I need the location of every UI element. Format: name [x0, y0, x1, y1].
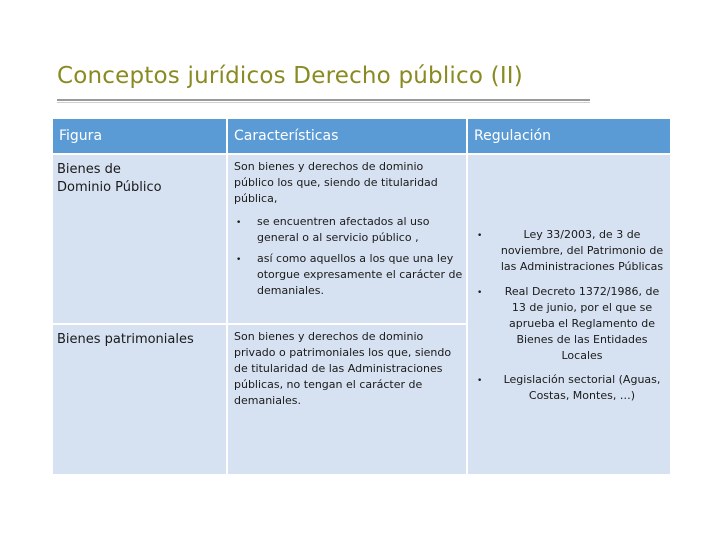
- caracteristicas-patrimoniales-text: Son bienes y derechos de dominio privado o patrimoniales los que, siendo de titularidad de las Administraciones públicas, no tengan el carácter de demaniales.: [234, 330, 452, 407]
- caracteristica-bullet-1: se encuentren afectados al uso general o al servicio público ,: [257, 215, 430, 244]
- figura-patrimoniales-label: Bienes patrimoniales: [57, 332, 194, 347]
- cell-figura-patrimoniales: [53, 325, 226, 474]
- header-figura: Figura: [53, 119, 226, 153]
- cell-regulacion: [468, 155, 670, 474]
- title-underline: [57, 99, 590, 101]
- bullet-icon: •: [477, 288, 483, 298]
- cell-figura-dominio-publico: [53, 155, 226, 323]
- header-regulacion: Regulación: [468, 119, 670, 153]
- cell-caracteristicas-dominio-publico: [228, 155, 466, 323]
- caracteristicas-dominio-publico-intro: Son bienes y derechos de dominio público los que, siendo de titularidad pública,: [234, 160, 438, 205]
- slide-title: Conceptos jurídicos Derecho público (II): [57, 63, 523, 89]
- regulacion-item-legislacion-sectorial: Legislación sectorial (Aguas, Costas, Montes, …): [503, 373, 661, 402]
- bullet-icon: •: [477, 376, 483, 386]
- bullet-icon: •: [477, 231, 483, 241]
- bullet-icon: •: [236, 218, 242, 228]
- caracteristica-bullet-2: así como aquellos a los que una ley otorgue expresamente el carácter de demaniales.: [257, 252, 463, 297]
- regulacion-item-rd-1372-1986: Real Decreto 1372/1986, de 13 de junio, por el que se aprueba el Reglamento de Bienes de las Entidades Locales: [504, 285, 660, 362]
- cell-caracteristicas-patrimoniales: [228, 325, 466, 474]
- regulacion-item-ley-33-2003: Ley 33/2003, de 3 de noviembre, del Patrimonio de las Administraciones Públicas: [500, 228, 664, 273]
- concepts-table: [53, 119, 670, 474]
- figura-dominio-publico-label: Bienes de Dominio Público: [57, 162, 162, 195]
- title-underline-shadow: [57, 102, 590, 103]
- header-caracteristicas: Características: [228, 119, 466, 153]
- bullet-icon: •: [236, 255, 242, 265]
